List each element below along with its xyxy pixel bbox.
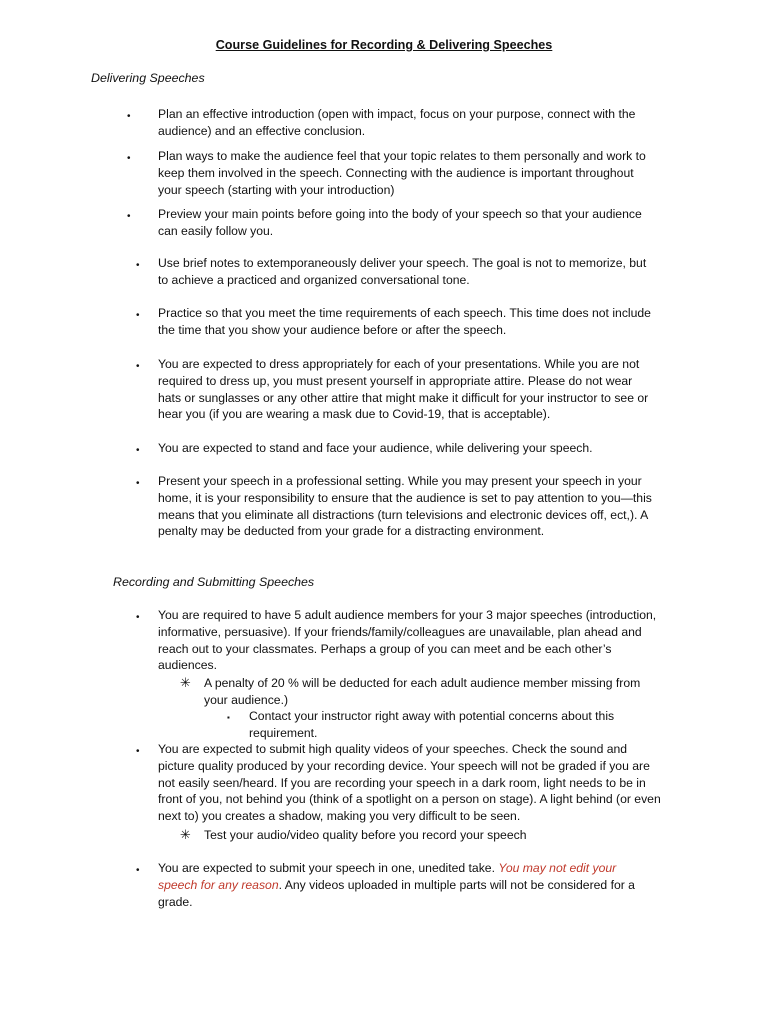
bullet-icon: •: [127, 211, 131, 222]
bullet-icon: •: [136, 612, 140, 623]
section-heading-recording: Recording and Submitting Speeches: [113, 575, 315, 589]
list-item: Practice so that you meet the time requirements of each speech. This time does not include the time that you show your audience before or after the speech.: [158, 306, 651, 337]
bullet-icon: •: [136, 478, 140, 489]
list-item: You are expected to dress appropriately for each of your presentations. While you are not required to dress up, you must present yourself in appropriate attire. Please do not wear hats or sunglasses or any other attire that might make it difficult for your instructor to see or hear you (if you are wearing a mask due to Covid-19, that is acceptable).: [158, 357, 649, 422]
sub-list-item: Test your audio/video quality before you record your speech: [204, 828, 527, 842]
list-item-text: . Any videos uploaded in multiple parts will not be considered for a grade.: [158, 877, 635, 909]
bullet-icon: •: [136, 361, 140, 372]
list-item: Plan ways to make the audience feel that your topic relates to them personally and work to keep them involved in the speech. Connecting with the audience is important throughout your speech (starting with your introduction): [158, 149, 646, 197]
list-item: You are expected to stand and face your audience, while delivering your speech.: [158, 441, 593, 455]
list-item: Preview your main points before going into the body of your speech so that your audience can easily follow you.: [158, 207, 642, 238]
list-item: You are required to have 5 adult audience members for your 3 major speeches (introduction, informative, persuasive). If your friends/family/colleagues are unavailable, plan ahead and reach out to your classmates. Perhaps a group of you can meet and be each other’s audiences.: [158, 608, 657, 673]
sub-sub-list-item: Contact your instructor right away with potential concerns about this requirement.: [249, 709, 615, 740]
bullet-icon: •: [136, 445, 140, 456]
list-item: Present your speech in a professional setting. While you may present your speech in your home, it is your responsibility to ensure that the audience is set to pay attention to you—this means that you eliminate all distractions (turn televisions and electronic devices off, ect,). A penalty may be deducted from your grade for a distracting environment.: [158, 474, 652, 539]
section-heading-delivering: Delivering Speeches: [91, 71, 205, 85]
star-bullet-icon: ✳: [180, 675, 191, 690]
star-bullet-icon: ✳: [180, 827, 191, 842]
bullet-icon: •: [136, 865, 140, 876]
bullet-icon: •: [136, 310, 140, 321]
list-item: Plan an effective introduction (open with impact, focus on your purpose, connect with the audience) and an effective conclusion.: [158, 107, 636, 138]
list-item: [158, 860, 658, 910]
sub-list-item: A penalty of 20 % will be deducted for each adult audience member missing from your audience.): [204, 676, 641, 707]
bullet-icon: •: [136, 260, 140, 271]
list-item: You are expected to submit high quality videos of your speeches. Check the sound and picture quality produced by your recording device. Your speech will not be graded if you are not easily seen/heard. If you are recording your speech in a dark room, light needs to be in front of you, not behind you (think of a spotlight on a person on stage). A light behind (or even next to) you creates a shadow, making you very difficult to be seen.: [158, 742, 661, 824]
list-item: Use brief notes to extemporaneously deliver your speech. The goal is not to memorize, but to achieve a practiced and organized conversational tone.: [158, 256, 647, 287]
emphasis-text: You may not edit your speech for any reason: [158, 861, 617, 892]
list-item-text: You are expected to submit your speech in one, unedited take.: [158, 861, 499, 875]
bullet-icon: •: [127, 111, 131, 122]
bullet-icon: •: [136, 746, 140, 757]
square-bullet-icon: ▪: [227, 713, 230, 722]
bullet-icon: •: [127, 153, 131, 164]
page-title: Course Guidelines for Recording & Delivering Speeches: [215, 38, 553, 52]
